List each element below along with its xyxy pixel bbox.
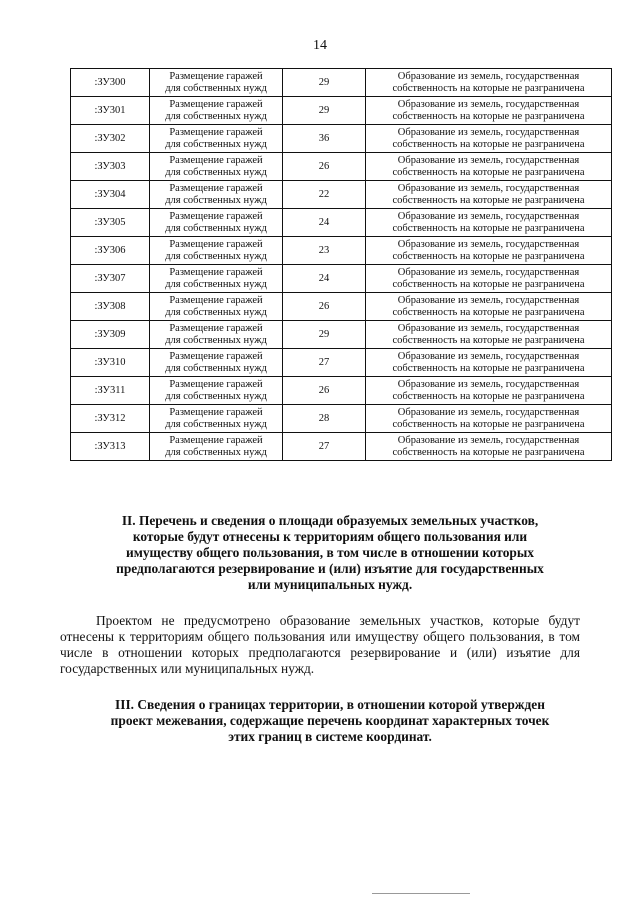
- table-row: [71, 433, 612, 461]
- table-row: [71, 405, 612, 433]
- table-row: [71, 209, 612, 237]
- plot-category-line: Образование из земель, государственная: [397, 378, 580, 390]
- plot-use-cell: [150, 321, 283, 349]
- plot-category-cell: [366, 209, 612, 237]
- plot-category-line: Образование из земель, государственная: [397, 70, 580, 82]
- plot-use-line: для собственных нужд: [165, 222, 267, 234]
- plot-area-cell: 29: [283, 97, 366, 125]
- table-row: [71, 69, 612, 97]
- land-plots-table-body: [71, 69, 612, 461]
- plot-category-line: Образование из земель, государственная: [397, 350, 580, 362]
- plot-category-line: собственность на которые не разграничена: [392, 418, 585, 430]
- plot-use-line: для собственных нужд: [165, 278, 267, 290]
- plot-id-cell: :ЗУ302: [71, 125, 150, 153]
- plot-use-line: для собственных нужд: [165, 82, 267, 94]
- plot-category-line: собственность на которые не разграничена: [392, 138, 585, 150]
- plot-use-cell: [150, 181, 283, 209]
- plot-category-cell: [366, 181, 612, 209]
- plot-use-line: для собственных нужд: [165, 194, 267, 206]
- plot-use-line: Размещение гаражей: [169, 322, 263, 334]
- plot-category-line: собственность на которые не разграничена: [392, 334, 585, 346]
- plot-use-line: для собственных нужд: [165, 446, 267, 458]
- table-row: [71, 377, 612, 405]
- plot-category-cell: [366, 125, 612, 153]
- section-3-heading-line: проект межевания, содержащие перечень координат характерных точек: [110, 713, 550, 728]
- plot-use-line: для собственных нужд: [165, 362, 267, 374]
- plot-use-line: Размещение гаражей: [169, 238, 263, 250]
- plot-category-cell: [366, 349, 612, 377]
- plot-id-cell: :ЗУ310: [71, 349, 150, 377]
- plot-area-cell: 24: [283, 265, 366, 293]
- plot-area-cell: 24: [283, 209, 366, 237]
- plot-use-line: для собственных нужд: [165, 306, 267, 318]
- plot-use-line: Размещение гаражей: [169, 182, 263, 194]
- plot-area-cell: 22: [283, 181, 366, 209]
- plot-category-cell: [366, 405, 612, 433]
- plot-category-line: собственность на которые не разграничена: [392, 166, 585, 178]
- plot-use-cell: [150, 265, 283, 293]
- plot-id-cell: :ЗУ313: [71, 433, 150, 461]
- plot-category-line: собственность на которые не разграничена: [392, 306, 585, 318]
- plot-category-line: Образование из земель, государственная: [397, 322, 580, 334]
- page-number: 14: [313, 38, 327, 53]
- plot-category-line: собственность на которые не разграничена: [392, 222, 585, 234]
- plot-category-cell: [366, 321, 612, 349]
- plot-category-line: собственность на которые не разграничена: [392, 390, 585, 402]
- plot-use-line: Размещение гаражей: [169, 294, 263, 306]
- plot-use-cell: [150, 293, 283, 321]
- plot-use-line: для собственных нужд: [165, 250, 267, 262]
- plot-category-line: собственность на которые не разграничена: [392, 194, 585, 206]
- plot-area-cell: 26: [283, 377, 366, 405]
- plot-use-line: для собственных нужд: [165, 166, 267, 178]
- section-2-heading-line: которые будут отнесены к территориям общего пользования или: [132, 529, 528, 544]
- plot-category-line: Образование из земель, государственная: [397, 126, 580, 138]
- plot-id-cell: :ЗУ307: [71, 265, 150, 293]
- plot-use-line: для собственных нужд: [165, 334, 267, 346]
- plot-category-line: Образование из земель, государственная: [397, 294, 580, 306]
- section-3-heading: [60, 697, 600, 745]
- table-row: [71, 293, 612, 321]
- table-row: [71, 181, 612, 209]
- section-2-heading: [60, 513, 600, 593]
- plot-use-cell: [150, 433, 283, 461]
- plot-use-line: Размещение гаражей: [169, 350, 263, 362]
- plot-use-cell: [150, 377, 283, 405]
- plot-use-cell: [150, 153, 283, 181]
- plot-id-cell: :ЗУ304: [71, 181, 150, 209]
- plot-area-cell: 26: [283, 153, 366, 181]
- plot-use-cell: [150, 97, 283, 125]
- land-plots-table: [70, 68, 612, 461]
- plot-use-cell: [150, 349, 283, 377]
- plot-area-cell: 26: [283, 293, 366, 321]
- section-2-heading-line: или муниципальных нужд.: [247, 577, 413, 592]
- plot-category-cell: [366, 153, 612, 181]
- plot-use-line: Размещение гаражей: [169, 70, 263, 82]
- section-2-heading-line: предполагаются резервирование и (или) изъятие для государственных: [116, 561, 544, 576]
- table-row: [71, 153, 612, 181]
- plot-use-line: для собственных нужд: [165, 110, 267, 122]
- plot-use-line: Размещение гаражей: [169, 378, 263, 390]
- plot-id-cell: :ЗУ308: [71, 293, 150, 321]
- plot-area-cell: 36: [283, 125, 366, 153]
- plot-category-cell: [366, 237, 612, 265]
- plot-id-cell: :ЗУ301: [71, 97, 150, 125]
- table-row: [71, 237, 612, 265]
- plot-use-line: Размещение гаражей: [169, 98, 263, 110]
- plot-category-line: Образование из земель, государственная: [397, 98, 580, 110]
- page-bottom-rule: [372, 893, 470, 894]
- plot-category-line: Образование из земель, государственная: [397, 210, 580, 222]
- table-row: [71, 265, 612, 293]
- plot-id-cell: :ЗУ309: [71, 321, 150, 349]
- plot-id-cell: :ЗУ306: [71, 237, 150, 265]
- plot-category-cell: [366, 377, 612, 405]
- plot-area-cell: 29: [283, 321, 366, 349]
- section-2-heading-line: II. Перечень и сведения о площади образуемых земельных участков,: [121, 513, 539, 528]
- plot-area-cell: 27: [283, 433, 366, 461]
- plot-category-cell: [366, 97, 612, 125]
- plot-use-cell: [150, 237, 283, 265]
- plot-category-line: Образование из земель, государственная: [397, 154, 580, 166]
- table-row: [71, 97, 612, 125]
- plot-use-line: Размещение гаражей: [169, 266, 263, 278]
- plot-category-line: собственность на которые не разграничена: [392, 446, 585, 458]
- plot-category-line: Образование из земель, государственная: [397, 238, 580, 250]
- plot-category-line: Образование из земель, государственная: [397, 182, 580, 194]
- plot-category-cell: [366, 69, 612, 97]
- plot-category-line: Образование из земель, государственная: [397, 406, 580, 418]
- plot-use-cell: [150, 405, 283, 433]
- plot-id-cell: :ЗУ303: [71, 153, 150, 181]
- table-row: [71, 349, 612, 377]
- plot-id-cell: :ЗУ312: [71, 405, 150, 433]
- plot-use-cell: [150, 209, 283, 237]
- section-2-heading-line: имуществу общего пользования, в том числе в отношении которых: [126, 545, 534, 560]
- plot-use-line: для собственных нужд: [165, 138, 267, 150]
- plot-category-cell: [366, 265, 612, 293]
- plot-use-cell: [150, 69, 283, 97]
- plot-category-line: собственность на которые не разграничена: [392, 278, 585, 290]
- plot-use-cell: [150, 125, 283, 153]
- plot-use-line: Размещение гаражей: [169, 406, 263, 418]
- plot-category-line: Образование из земель, государственная: [397, 266, 580, 278]
- plot-category-line: собственность на которые не разграничена: [392, 82, 585, 94]
- plot-use-line: для собственных нужд: [165, 418, 267, 430]
- plot-category-cell: [366, 433, 612, 461]
- section-3-heading-line: III. Сведения о границах территории, в отношении которой утвержден: [115, 697, 545, 712]
- plot-area-cell: 27: [283, 349, 366, 377]
- plot-use-line: для собственных нужд: [165, 390, 267, 402]
- plot-category-line: собственность на которые не разграничена: [392, 362, 585, 374]
- section-2-body-text: Проектом не предусмотрено образование земельных участков, которые будут отнесены к территориям общего пользования или имуществу общего пользования, в том числе в отношении которых предполагаются резервирование и (или) изъятие для государственных или муниципальных нужд.: [60, 613, 580, 676]
- plot-use-line: Размещение гаражей: [169, 126, 263, 138]
- plot-category-line: собственность на которые не разграничена: [392, 250, 585, 262]
- table-row: [71, 321, 612, 349]
- plot-id-cell: :ЗУ300: [71, 69, 150, 97]
- section-3-heading-line: этих границ в системе координат.: [228, 729, 432, 744]
- plot-use-line: Размещение гаражей: [169, 434, 263, 446]
- plot-area-cell: 29: [283, 69, 366, 97]
- table-row: [71, 125, 612, 153]
- plot-id-cell: :ЗУ311: [71, 377, 150, 405]
- plot-category-cell: [366, 293, 612, 321]
- plot-use-line: Размещение гаражей: [169, 154, 263, 166]
- plot-area-cell: 28: [283, 405, 366, 433]
- plot-area-cell: 23: [283, 237, 366, 265]
- plot-category-line: собственность на которые не разграничена: [392, 110, 585, 122]
- plot-use-line: Размещение гаражей: [169, 210, 263, 222]
- plot-id-cell: :ЗУ305: [71, 209, 150, 237]
- plot-category-line: Образование из земель, государственная: [397, 434, 580, 446]
